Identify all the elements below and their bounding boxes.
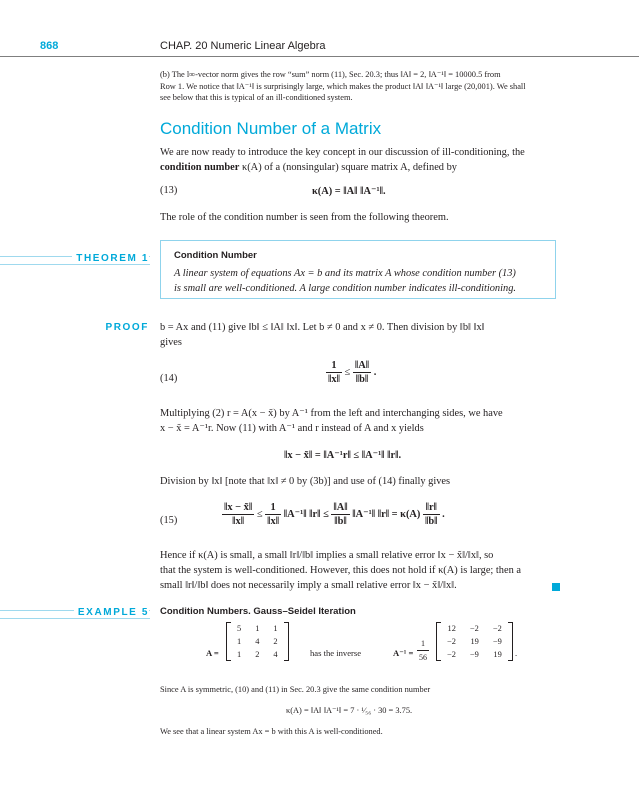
eq14-rel: ≤: [344, 366, 351, 378]
multiplying-paragraph: [160, 406, 565, 436]
matrix-Ainv-cell: −9: [492, 637, 502, 646]
matrix-A-table: [230, 622, 285, 661]
eq15-frac-3: [331, 501, 349, 528]
eq15-mid-1: ‖A⁻¹‖ ‖r‖ ≤: [283, 508, 329, 520]
page-number: 868: [40, 40, 59, 52]
part-b-line-3: see below that this is typical of an ill-conditioned system.: [160, 93, 353, 103]
matrix-Ainv-cell: −2: [492, 624, 502, 633]
hence-line-1: Hence if κ(A) is small, a small ‖r‖/‖b‖ implies a small relative error ‖x − x̃‖/‖x‖, so: [160, 550, 494, 561]
matrix-A-cell: 2: [273, 637, 278, 646]
theorem-label-text: THEOREM 1: [72, 253, 149, 264]
example-label-text: EXAMPLE 5: [74, 607, 149, 618]
theorem-line-1: A linear system of equations Ax = b and its matrix A whose condition number (13): [174, 268, 516, 279]
intro-line-2: [160, 160, 565, 175]
eq14-formula: [326, 359, 376, 386]
intro-line-2-rest: κ(A) of a (nonsingular) square matrix A, defined by: [239, 162, 457, 173]
qed-square-icon: [552, 583, 560, 591]
eq15-number: (15): [160, 515, 178, 526]
matrix-Ainv-brackets: [436, 622, 513, 661]
header-rule: [0, 56, 639, 57]
ainv-factor-den: 56: [419, 653, 427, 662]
matrix-Ainv-cell: 19: [470, 637, 479, 646]
eq15-end: .: [442, 508, 445, 520]
hence-line-3: small ‖r‖/‖b‖ does not necessarily imply a small relative error ‖x − x̃‖/‖x‖.: [160, 580, 457, 591]
eq15-frac-2: [265, 501, 281, 528]
kappa-result: κ(A) = ‖A‖ ‖A⁻¹‖ = 7 · ¹⁄₅₆ · 30 = 3.75.: [286, 706, 413, 715]
display-inequality: ‖x − x̃‖ = ‖A⁻¹r‖ ≤ ‖A⁻¹‖ ‖r‖.: [284, 450, 402, 461]
matrix-A-cell: 4: [273, 650, 278, 659]
matrix-A-cell: 1: [273, 624, 278, 633]
part-b-line-2: Row 1. We notice that ‖A⁻¹‖ is surprisingly large, which makes the product ‖A‖ ‖A⁻¹‖ large (20,001). We shall: [160, 81, 526, 91]
eq15-f4-num: ‖r‖: [423, 501, 440, 515]
ainv-factor-num: 1: [417, 637, 429, 651]
eq15-frac-1: [222, 501, 254, 528]
final-text: We see that a linear system Ax = b with this A is well-conditioned.: [160, 727, 383, 736]
matrix-Ainv-table: [440, 622, 509, 661]
symmetric-text: Since A is symmetric, (10) and (11) in Sec. 20.3 give the same condition number: [160, 685, 431, 694]
proof-line-1: b = Ax and (11) give ‖b‖ ≤ ‖A‖ ‖x‖. Let b ≠ 0 and x ≠ 0. Then division by ‖b‖ ‖x‖: [160, 322, 485, 333]
part-b-paragraph: [160, 69, 560, 104]
theorem-label: [0, 253, 149, 264]
matrix-Ainv-row: [440, 622, 509, 635]
matrix-A-row: [230, 635, 285, 648]
example-title: Condition Numbers. Gauss–Seidel Iteration: [160, 606, 356, 617]
eq15-frac-4: [423, 501, 440, 528]
matrix-Ainv-row: [440, 648, 509, 661]
eq14-end: .: [373, 366, 377, 378]
matrix-A: [226, 622, 289, 661]
proof-paragraph: [160, 320, 565, 350]
multiplying-line-1: Multiplying (2) r = A(x − x̃) by A⁻¹ from the left and interchanging sides, we have: [160, 408, 503, 419]
matrix-Ainv-row: [440, 635, 509, 648]
matrix-A-cell: 1: [255, 624, 260, 633]
matrix-A-label: A =: [206, 648, 219, 658]
division-text: Division by ‖x‖ [note that ‖x‖ ≠ 0 by (3b)] and use of (14) finally gives: [160, 476, 451, 487]
matrix-Ainv-period: .: [515, 648, 518, 658]
theorem-title: Condition Number: [174, 250, 257, 261]
inverse-text: has the inverse: [310, 648, 362, 658]
eq13-number: (13): [160, 185, 178, 196]
theorem-statement: [174, 266, 516, 296]
eq14-lhs-fraction: [326, 359, 342, 386]
matrix-Ainv-factor: [417, 637, 429, 664]
eq15-f4-den: ‖b‖: [425, 516, 438, 527]
intro-paragraph: [160, 145, 565, 175]
eq14-rhs-fraction: [353, 359, 371, 386]
matrix-Ainv-cell: 19: [493, 650, 502, 659]
hence-line-2: that the system is well-conditioned. However, this does not hold if κ(A) is large; then a: [160, 565, 522, 576]
example-label: [0, 607, 149, 618]
matrix-A-row: [230, 648, 285, 661]
matrix-Ainv: [436, 622, 513, 661]
matrix-A-cell: 2: [255, 650, 260, 659]
part-b-line-1: (b) The l∞-vector norm gives the row “sum” norm (11), Sec. 20.3; thus ‖A‖ = 2, ‖A⁻¹‖ = 10000.5 from: [160, 70, 501, 79]
chapter-heading: CHAP. 20 Numeric Linear Algebra: [160, 40, 326, 52]
proof-line-2: gives: [160, 337, 182, 348]
eq14-rhs-den: ‖b‖: [355, 374, 369, 385]
matrix-Ainv-cell: −9: [469, 650, 479, 659]
hence-paragraph: [160, 548, 570, 593]
eq14-lhs-den: ‖x‖: [328, 374, 340, 385]
eq15-f2-num: 1: [265, 501, 281, 515]
eq15-formula: [222, 501, 445, 528]
matrix-Ainv-cell: −2: [447, 650, 456, 659]
matrix-A-row: [230, 622, 285, 635]
intro-line-1: We are now ready to introduce the key concept in our discussion of ill-conditioning, the: [160, 147, 525, 158]
matrix-Ainv-cell: −2: [447, 637, 456, 646]
eq15-f3-num: ‖A‖: [333, 502, 348, 513]
matrix-A-cell: 5: [237, 624, 242, 633]
matrix-Ainv-cell: 12: [447, 624, 456, 633]
eq15-f1-den: ‖x‖: [232, 516, 245, 527]
matrix-A-brackets: [226, 622, 289, 661]
eq14-number: (14): [160, 373, 178, 384]
eq15-mid-2: ‖A⁻¹‖ ‖r‖ = κ(A): [352, 508, 421, 520]
ainv-factor-fraction: [417, 637, 429, 664]
eq15-f1-num: ‖x − x̃‖: [224, 502, 253, 513]
condition-number-term: condition number: [160, 162, 240, 173]
matrix-A-cell: 1: [237, 650, 242, 659]
eq14-rhs-num: ‖A‖: [354, 360, 370, 371]
matrix-Ainv-label: A⁻¹ =: [393, 648, 414, 658]
eq15-rel-1: ≤: [256, 508, 263, 520]
theorem-line-2: is small are well-conditioned. A large condition number indicates ill-conditioning.: [174, 283, 516, 294]
matrix-A-cell: 4: [255, 637, 260, 646]
eq15-f3-den: ‖b‖: [334, 516, 347, 527]
section-title: Condition Number of a Matrix: [160, 119, 382, 138]
eq14-lhs-num: 1: [326, 359, 342, 373]
role-text: The role of the condition number is seen from the following theorem.: [160, 212, 449, 223]
matrix-A-cell: 1: [237, 637, 242, 646]
multiplying-line-2: x − x̃ = A⁻¹r. Now (11) with A⁻¹ and r instead of A and x yields: [160, 423, 424, 434]
eq15-f2-den: ‖x‖: [267, 516, 280, 527]
proof-label: PROOF: [105, 322, 149, 333]
matrix-Ainv-cell: −2: [469, 624, 479, 633]
eq13-formula: κ(A) = ‖A‖ ‖A⁻¹‖.: [312, 186, 386, 197]
